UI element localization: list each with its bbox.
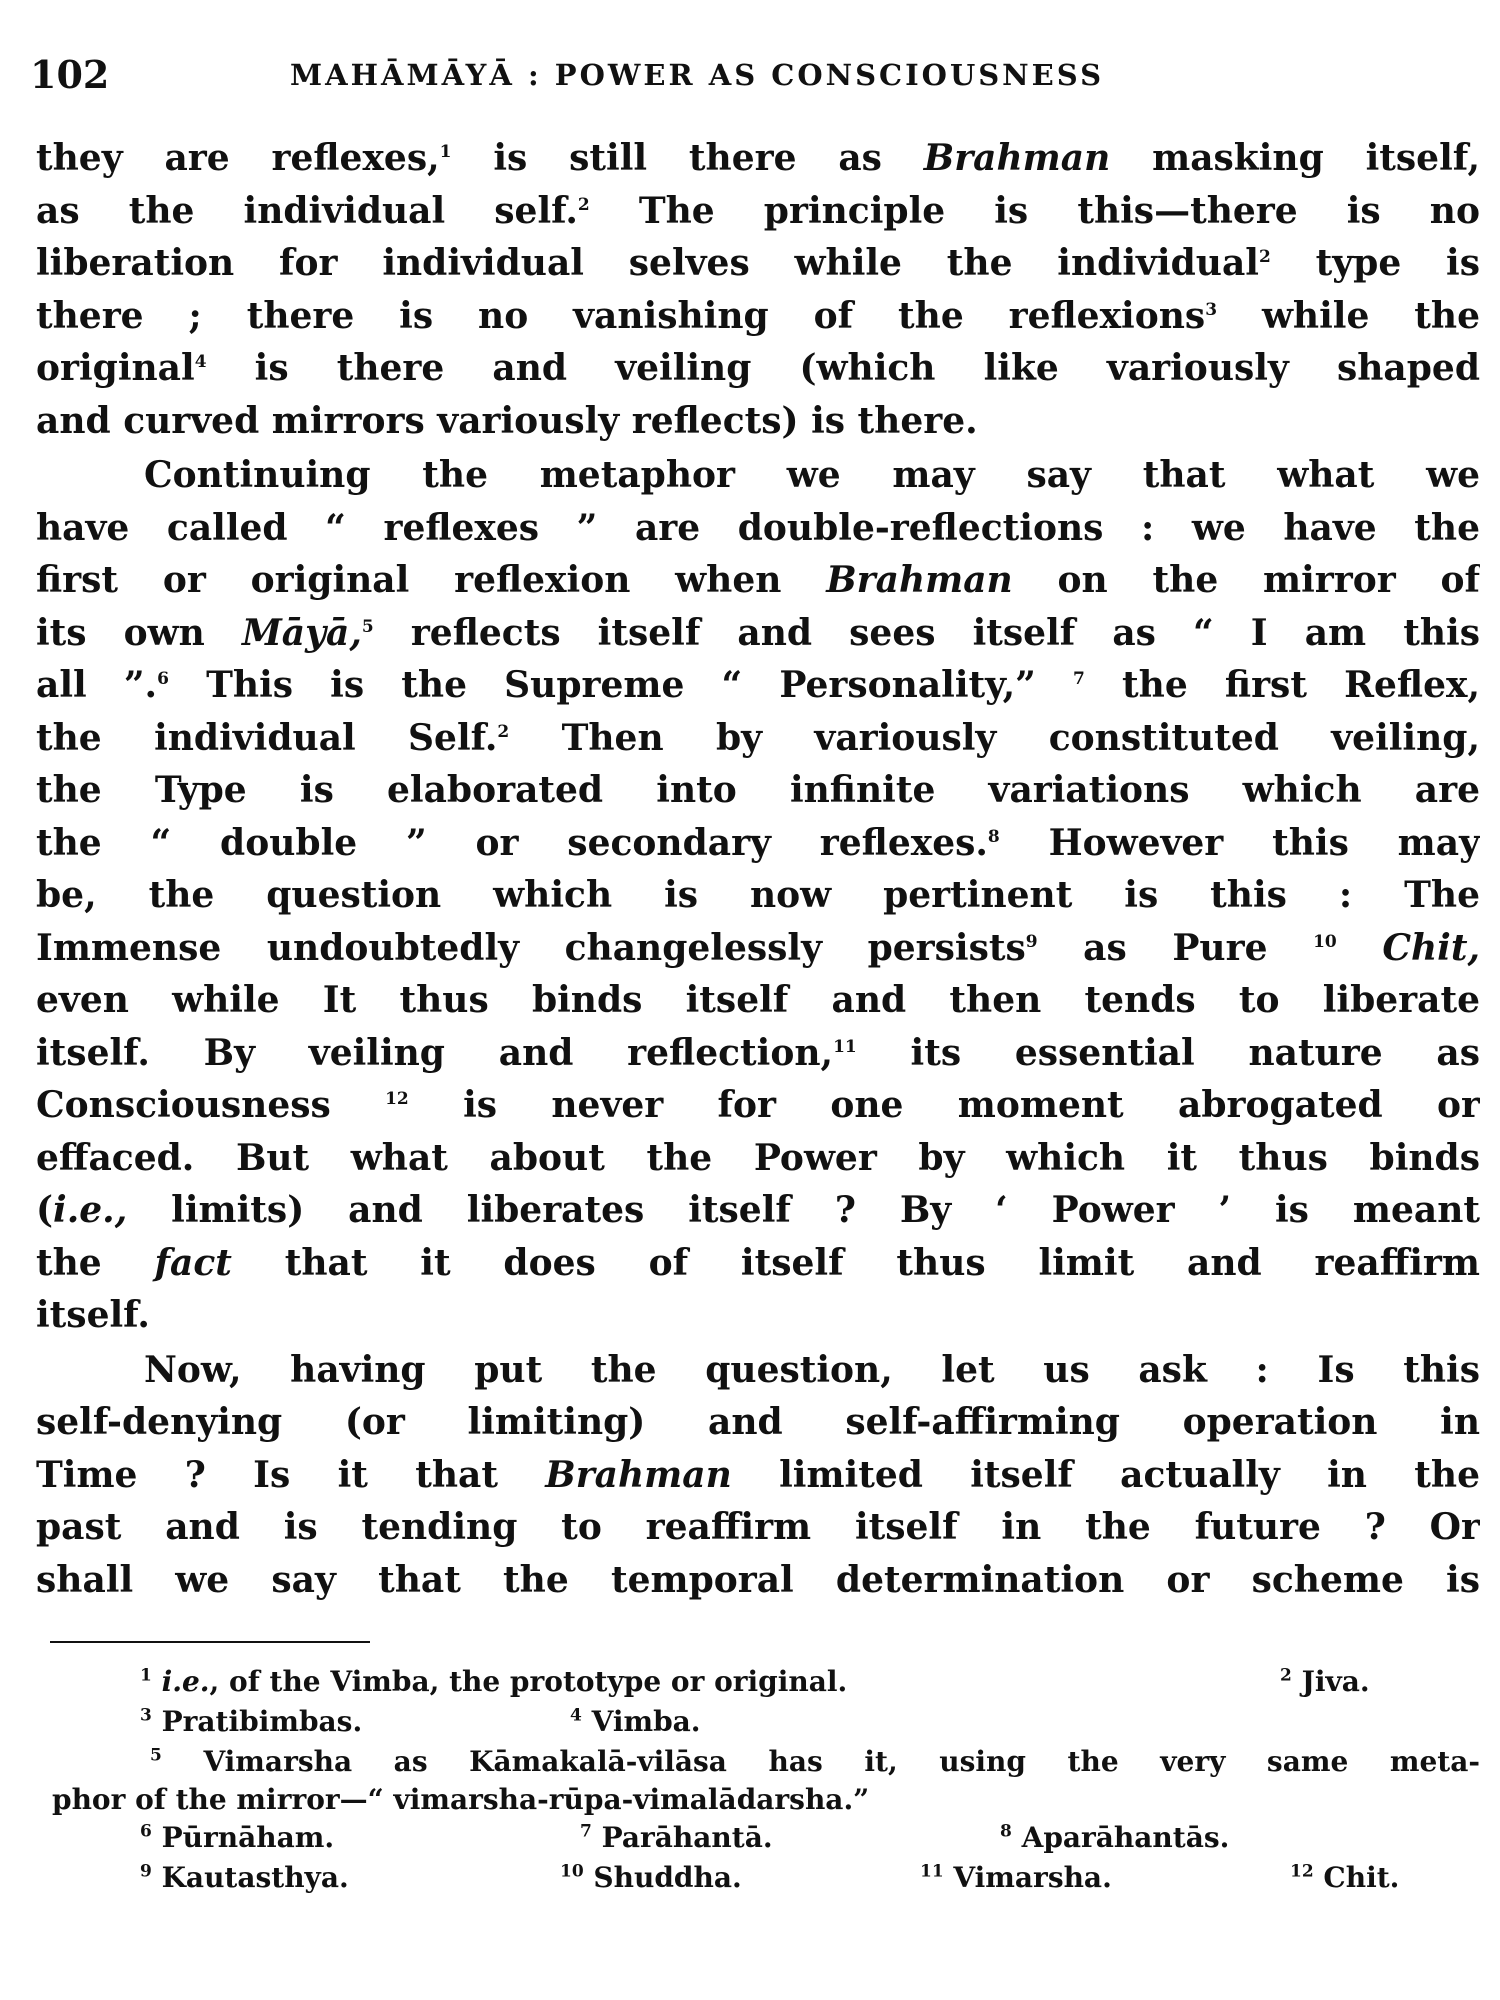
footnote-ref: 2 [577, 194, 590, 215]
page-header [30, 52, 1470, 112]
footnote-ref: 11 [833, 1036, 857, 1057]
footnote-row [40, 1818, 1480, 1858]
text-line: the “ double ” or secondary reflexes.$^8$ However this may [36, 821, 1480, 864]
footnote-row [40, 1702, 1480, 1742]
text-line: Immense undoubtedly changelessly persists$^9$ as Pure $^{10}$ Chit, [36, 926, 1480, 969]
footnote-11: $^{11}$ Vimarsha. [920, 1861, 1112, 1894]
footnote-5: $^5$ Vimarsha as Kāmakalā-vilāsa has it, using the very same meta- [150, 1745, 1480, 1778]
footnote-8: $^8$ Aparāhantās. [1000, 1821, 1230, 1854]
footnote-ref: 9 [1025, 931, 1038, 952]
text-line: as the individual self.$^2$ The principle is this—there is no [36, 189, 1480, 232]
body-text [36, 132, 1480, 1606]
footnote-ref: 8 [987, 826, 1000, 847]
footnote-divider [50, 1641, 370, 1643]
paragraph-start: Now, having put the question, let us ask : Is this [144, 1348, 1480, 1391]
footnote-4: $^4$ Vimba. [570, 1705, 701, 1738]
text-line: they are reflexes,$^1$ is still there as Brahman masking itself, [36, 137, 1480, 179]
text-line: have called “ reflexes ” are double-reflections : we have the [36, 506, 1480, 549]
footnote-ref: 12 [385, 1089, 409, 1109]
text-line: (i.e., limits) and liberates itself ? By ‘ Power ’ is meant [36, 1189, 1480, 1231]
text-line: past and is tending to reaffirm itself in the future ? Or [36, 1506, 1480, 1548]
footnote-ref: 6 [157, 669, 169, 689]
footnote-9: $^9$ Kautasthya. [140, 1861, 349, 1894]
footnote-10: $^{10}$ Shuddha. [560, 1861, 742, 1894]
text-line: liberation for individual selves while the individual$^2$ type is [36, 242, 1480, 284]
text-line: and curved mirrors variously reflects) is there. [36, 399, 978, 442]
footnote-12: $^{12}$ Chit. [1290, 1861, 1400, 1894]
running-head: MAHĀMĀYĀ : POWER AS CONSCIOUSNESS [290, 58, 1105, 92]
footnote-ref: 1 [439, 142, 452, 162]
text-line: self-denying (or limiting) and self-affirming operation in [36, 1401, 1480, 1443]
text-line: even while It thus binds itself and then tends to liberate [36, 979, 1480, 1021]
text-line: Time ? Is it that Brahman limited itself actually in the [36, 1453, 1480, 1496]
footnote-7: $^7$ Parāhantā. [580, 1821, 773, 1854]
text-line: the individual Self.$^2$ Then by variously constituted veiling, [36, 716, 1480, 759]
footnote-ref: 7 [1073, 669, 1085, 689]
paragraph-start: Continuing the metaphor we may say that what we [144, 454, 1480, 496]
footnote-ref: 3 [1205, 299, 1218, 320]
footnote-5-continued: phor of the mirror—“ vimarsha-rūpa-vimalādarsha.” [52, 1783, 870, 1816]
text-line: there ; there is no vanishing of the reflexions$^3$ while the [36, 294, 1480, 337]
footnote-ref: 2 [497, 721, 510, 742]
footnote-6: $^6$ Pūrnāham. [140, 1821, 335, 1854]
footnote-ref: 2 [1258, 247, 1271, 267]
text-line: its own Māyā,$^5$ reflects itself and sees itself as “ I am this [36, 611, 1480, 654]
footnote-ref: 5 [361, 616, 374, 637]
footnote-ref: 4 [194, 352, 207, 372]
text-line: the Type is elaborated into infinite variations which are [36, 769, 1480, 811]
text-line: effaced. But what about the Power by which it thus binds [36, 1136, 1480, 1179]
text-line: original$^4$ is there and veiling (which like variously shaped [36, 347, 1480, 389]
footnote-3: $^3$ Pratibimbas. [140, 1705, 363, 1738]
footnote-2: $^2$ Jiva. [1280, 1665, 1370, 1698]
footnote-row [40, 1858, 1480, 1898]
text-line: itself. By veiling and reflection,$^{11}$ its essential nature as [36, 1031, 1480, 1074]
text-line: first or original reflexion when Brahman on the mirror of [36, 559, 1480, 601]
footnotes [40, 1662, 1480, 1898]
page-number: 102 [30, 52, 110, 97]
text-line: shall we say that the temporal determination or scheme is [36, 1558, 1480, 1601]
text-line: Consciousness $^{12}$ is never for one moment abrogated or [36, 1084, 1480, 1126]
footnote-ref: 10 [1313, 931, 1337, 952]
footnote-row [40, 1662, 1480, 1702]
text-line: itself. [36, 1294, 150, 1336]
text-line: the fact that it does of itself thus limit and reaffirm [36, 1241, 1480, 1284]
text-line: be, the question which is now pertinent is this : The [36, 874, 1480, 916]
footnote-1: $^1$ i.e., of the Vimba, the prototype or original. [140, 1665, 848, 1698]
text-line: all ”.$^6$ This is the Supreme “ Personality,” $^7$ the first Reflex, [36, 664, 1480, 706]
